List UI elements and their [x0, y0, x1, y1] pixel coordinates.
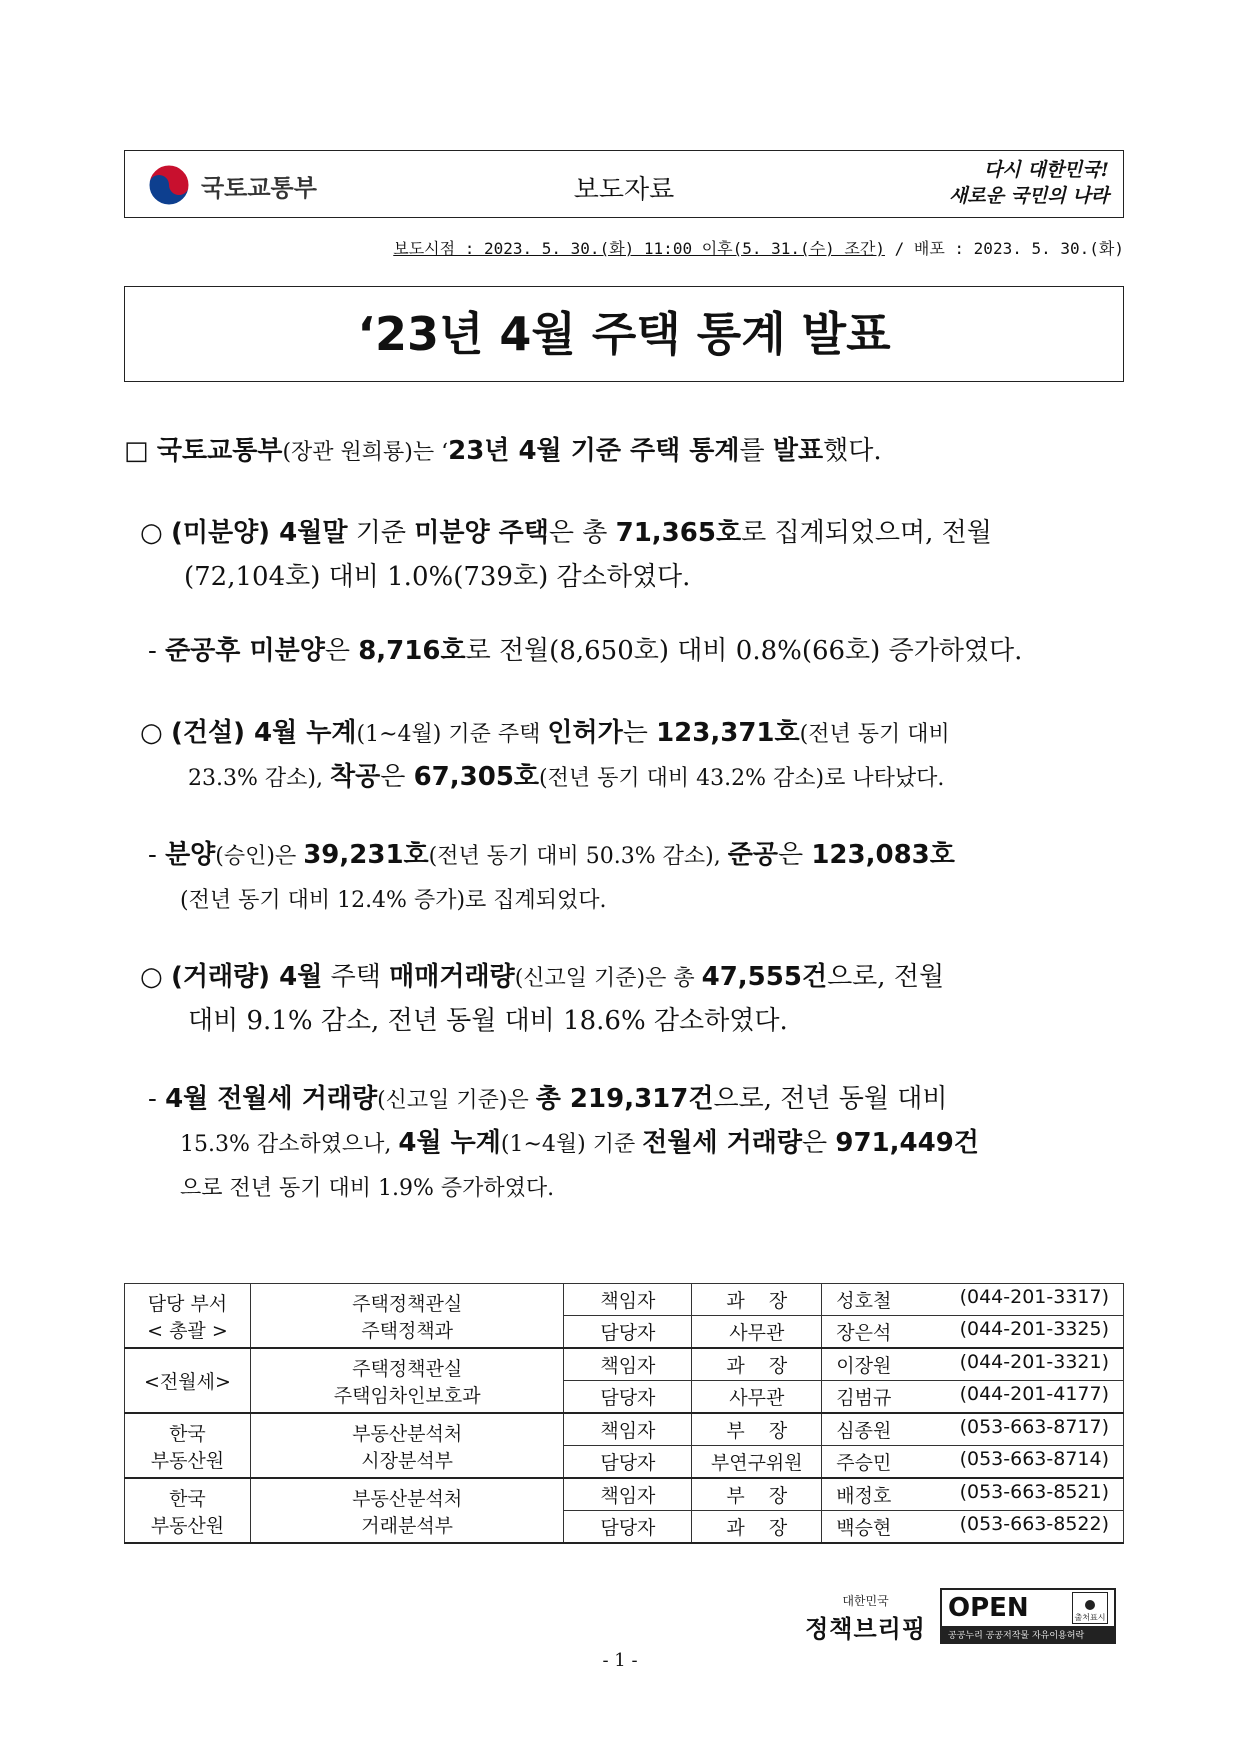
contact-division [250, 1413, 564, 1478]
contact-name-phone [822, 1478, 1124, 1511]
attribution-person-icon [1072, 1592, 1108, 1624]
contact-row [125, 1348, 1124, 1381]
page-number: - 1 - [602, 1650, 638, 1671]
circle-bullet-icon: ○ [140, 718, 163, 748]
contact-row [125, 1413, 1124, 1446]
contact-dept [125, 1284, 251, 1349]
contact-name: 배정호 [836, 1485, 892, 1507]
contact-phone: (053-663-8717) [959, 1416, 1109, 1438]
unsold-t1: 기준 [347, 518, 415, 548]
contact-name: 백승현 [836, 1517, 892, 1539]
division-line-1: 주택정책관실 [352, 1357, 463, 1380]
checkbox-square-icon: □ [124, 436, 149, 466]
division-line-1: 주택정책관실 [352, 1292, 463, 1315]
lease-l2-t3: 은 [801, 1128, 836, 1158]
contact-role: 담당자 [564, 1446, 692, 1479]
lease-l2-t2: (1~4월) 기준 [500, 1132, 643, 1157]
footer-logos [805, 1588, 1116, 1644]
dept-line-2: 부동산원 [150, 1449, 225, 1472]
division-line-2: 시장분석부 [361, 1449, 454, 1472]
lease-l2-b1: 4월 누계 [398, 1128, 501, 1158]
intro-bold-1: 국토교통부 [156, 436, 283, 466]
contact-division [250, 1348, 564, 1413]
lease-line-3 [180, 1166, 554, 1210]
lease-l2-b2: 전월세 거래량 [642, 1128, 802, 1158]
contact-phone: (044-201-3321) [959, 1351, 1109, 1373]
lease-l2-t1: 15.3% 감소하였으나, [180, 1132, 399, 1157]
sale-b4: 123,083호 [811, 840, 955, 870]
intro-text-3: 했다. [823, 436, 882, 466]
slogan-line-2: 새로운 국민의 나라 [948, 185, 1109, 207]
contact-name-phone [822, 1381, 1124, 1414]
lease-l2-b3: 971,449건 [835, 1128, 979, 1158]
contact-name: 주승민 [836, 1452, 892, 1474]
document-title: ‘23년 4월 주택 통계 발표 [124, 286, 1124, 382]
cu-b2: 8,716호 [358, 636, 466, 666]
contact-phone: (044-201-3325) [959, 1318, 1109, 1340]
dept-line-1: 한국 [169, 1487, 206, 1510]
lease-line-2 [180, 1122, 979, 1166]
contact-phone: (044-201-4177) [959, 1383, 1109, 1405]
cu-t2: 로 전월(8,650호) 대비 0.8%(66호) 증가하였다. [465, 636, 1023, 666]
division-line-1: 부동산분석처 [352, 1487, 463, 1510]
slogan [949, 157, 1109, 209]
division-line-2: 거래분석부 [361, 1514, 454, 1537]
unsold-t3: 로 집계되었으며, 전월 [741, 518, 992, 548]
sale-t2: (전년 동기 대비 50.3% 감소), [428, 844, 728, 869]
con-l2-t1: 23.3% 감소), [188, 766, 330, 791]
dept-line-2: < 총괄 > [147, 1319, 228, 1342]
contact-phone: (053-663-8714) [959, 1448, 1109, 1470]
contact-name-phone [822, 1446, 1124, 1479]
release-distribution: / 배포 : 2023. 5. 30.(화) [884, 239, 1124, 258]
con-t1: (1~4월) 기준 주택 [356, 722, 548, 747]
sale-b2: 39,231호 [303, 840, 429, 870]
sale-l2: (전년 동기 대비 12.4% 증가)로 집계되었다. [180, 888, 607, 913]
attribution-label: 출처표시 [1074, 1613, 1106, 1622]
intro-bold-3: 발표 [772, 436, 824, 466]
brief-small-text: 대한민국 [842, 1594, 889, 1608]
dept-line-2: 부동산원 [150, 1514, 225, 1537]
con-b3: 123,371호 [656, 718, 800, 748]
completed-unsold-line [148, 630, 1022, 672]
dept-line-1: <전월세> [143, 1371, 231, 1393]
tr-t1: 주택 [322, 962, 390, 992]
division-line-2: 주택임차인보호과 [333, 1384, 481, 1407]
contact-name: 이장원 [836, 1355, 892, 1377]
unsold-t2: 은 총 [548, 518, 616, 548]
contact-role: 담당자 [564, 1381, 692, 1414]
contact-role: 책임자 [564, 1348, 692, 1381]
contact-role: 담당자 [564, 1511, 692, 1544]
contact-dept [125, 1348, 251, 1413]
slogan-line-1: 다시 대한민국! [983, 159, 1109, 181]
circle-bullet-icon: ○ [140, 962, 163, 992]
construction-line-2 [188, 756, 944, 800]
lease-line-1 [148, 1078, 947, 1122]
con-b1: (건설) 4월 누계 [170, 718, 357, 748]
contact-title: 부 장 [692, 1478, 822, 1511]
dept-line-1: 담당 부서 [147, 1292, 228, 1315]
con-l2-b1: 착공 [329, 762, 381, 792]
contact-title: 과 장 [692, 1348, 822, 1381]
tr-b2: 매매거래량 [389, 962, 515, 992]
transactions-line-1 [140, 956, 944, 1000]
lease-b1: 4월 전월세 거래량 [165, 1084, 378, 1114]
dash-bullet: - [148, 636, 157, 666]
circle-bullet-icon: ○ [140, 518, 163, 548]
brief-large-text: 정책브리핑 [805, 1615, 926, 1643]
contact-role: 담당자 [564, 1316, 692, 1349]
contact-name: 심종원 [836, 1420, 892, 1442]
unsold-line-2: (72,104호) 대비 1.0%(739호) 감소하였다. [184, 562, 691, 592]
contact-division [250, 1284, 564, 1349]
contact-role: 책임자 [564, 1478, 692, 1511]
open-bottom-text: 공공누리 공공저작물 자유이용허락 [942, 1626, 1114, 1643]
contact-dept [125, 1478, 251, 1543]
lease-l3: 으로 전년 동기 대비 1.9% 증가하였다. [180, 1176, 555, 1201]
dash-bullet: - [148, 840, 157, 870]
sale-line-1 [148, 834, 955, 878]
contact-phone: (053-663-8521) [959, 1481, 1109, 1503]
con-l2-t2: 은 [380, 762, 414, 792]
sale-b3: 준공 [727, 840, 778, 870]
contact-table [124, 1283, 1124, 1544]
sale-t3: 은 [777, 840, 812, 870]
release-info [393, 236, 1124, 259]
contact-phone: (053-663-8522) [959, 1513, 1109, 1535]
con-t3: (전년 동기 대비 [799, 722, 950, 747]
cu-t1: 은 [324, 636, 359, 666]
release-timing: 보도시점 : 2023. 5. 30.(화) 11:00 이후(5. 31.(수) 조간) [393, 239, 885, 258]
intro-paragraph [124, 430, 882, 474]
contact-row [125, 1284, 1124, 1316]
dash-bullet: - [148, 1084, 157, 1114]
header-box [124, 150, 1124, 218]
contact-name: 성호철 [836, 1290, 892, 1312]
sale-line-2 [180, 878, 607, 922]
lease-b2: 총 219,317건 [535, 1084, 714, 1114]
contact-name-phone [822, 1284, 1124, 1316]
contact-title: 과 장 [692, 1511, 822, 1544]
contact-name-phone [822, 1348, 1124, 1381]
contact-title: 부 장 [692, 1413, 822, 1446]
con-l2-b2: 67,305호 [413, 762, 540, 792]
contact-name-phone [822, 1316, 1124, 1349]
tr-t2: (신고일 기준)은 총 [514, 966, 702, 991]
sale-b1: 분양 [165, 840, 216, 870]
con-t2: 는 [622, 718, 657, 748]
con-b2: 인허가 [547, 718, 623, 748]
contact-name-phone [822, 1413, 1124, 1446]
contact-name: 장은석 [836, 1322, 892, 1344]
intro-text-1: (장관 원희룡)는 ‘ [282, 440, 449, 465]
lease-t2: 으로, 전년 동월 대비 [713, 1084, 948, 1114]
dept-line-1: 한국 [169, 1422, 206, 1445]
contact-division [250, 1478, 564, 1543]
contact-role: 책임자 [564, 1413, 692, 1446]
tr-t3: 으로, 전월 [827, 962, 945, 992]
contact-title: 과 장 [692, 1284, 822, 1316]
unsold-b3: 71,365호 [615, 518, 742, 548]
division-line-2: 주택정책과 [361, 1319, 454, 1342]
division-line-1: 부동산분석처 [352, 1422, 463, 1445]
open-word: OPEN [948, 1593, 1029, 1623]
contact-name: 김범규 [836, 1387, 892, 1409]
contact-title: 부연구위원 [692, 1446, 822, 1479]
contact-phone: (044-201-3317) [959, 1286, 1109, 1308]
contact-name-phone [822, 1511, 1124, 1544]
contact-dept [125, 1413, 251, 1478]
document-kind: 보도자료 [573, 175, 675, 205]
unsold-b1: (미분양) 4월말 [170, 518, 348, 548]
contact-role: 책임자 [564, 1284, 692, 1316]
transactions-line-2: 대비 9.1% 감소, 전년 동월 대비 18.6% 감소하였다. [188, 1006, 788, 1036]
tr-b1: (거래량) 4월 [170, 962, 323, 992]
intro-bold-2: 23년 4월 기준 주택 통계 [448, 436, 740, 466]
intro-text-2: 를 [739, 436, 773, 466]
tr-b3: 47,555건 [701, 962, 828, 992]
contact-title: 사무관 [692, 1316, 822, 1349]
construction-line-1 [140, 712, 950, 756]
lease-t1: (신고일 기준)은 [377, 1088, 536, 1113]
kogl-open-badge [940, 1588, 1116, 1644]
cu-b1: 준공후 미분양 [165, 636, 325, 666]
sale-t1: (승인)은 [215, 844, 304, 869]
policy-briefing-logo [805, 1592, 926, 1644]
ministry-name: 국토교통부 [201, 173, 317, 202]
contact-row [125, 1478, 1124, 1511]
con-l2-t3: (전년 동기 대비 43.2% 감소)로 나타났다. [539, 766, 945, 791]
contact-title: 사무관 [692, 1381, 822, 1414]
unsold-b2: 미분양 주택 [414, 518, 549, 548]
unsold-line-1 [140, 512, 992, 554]
